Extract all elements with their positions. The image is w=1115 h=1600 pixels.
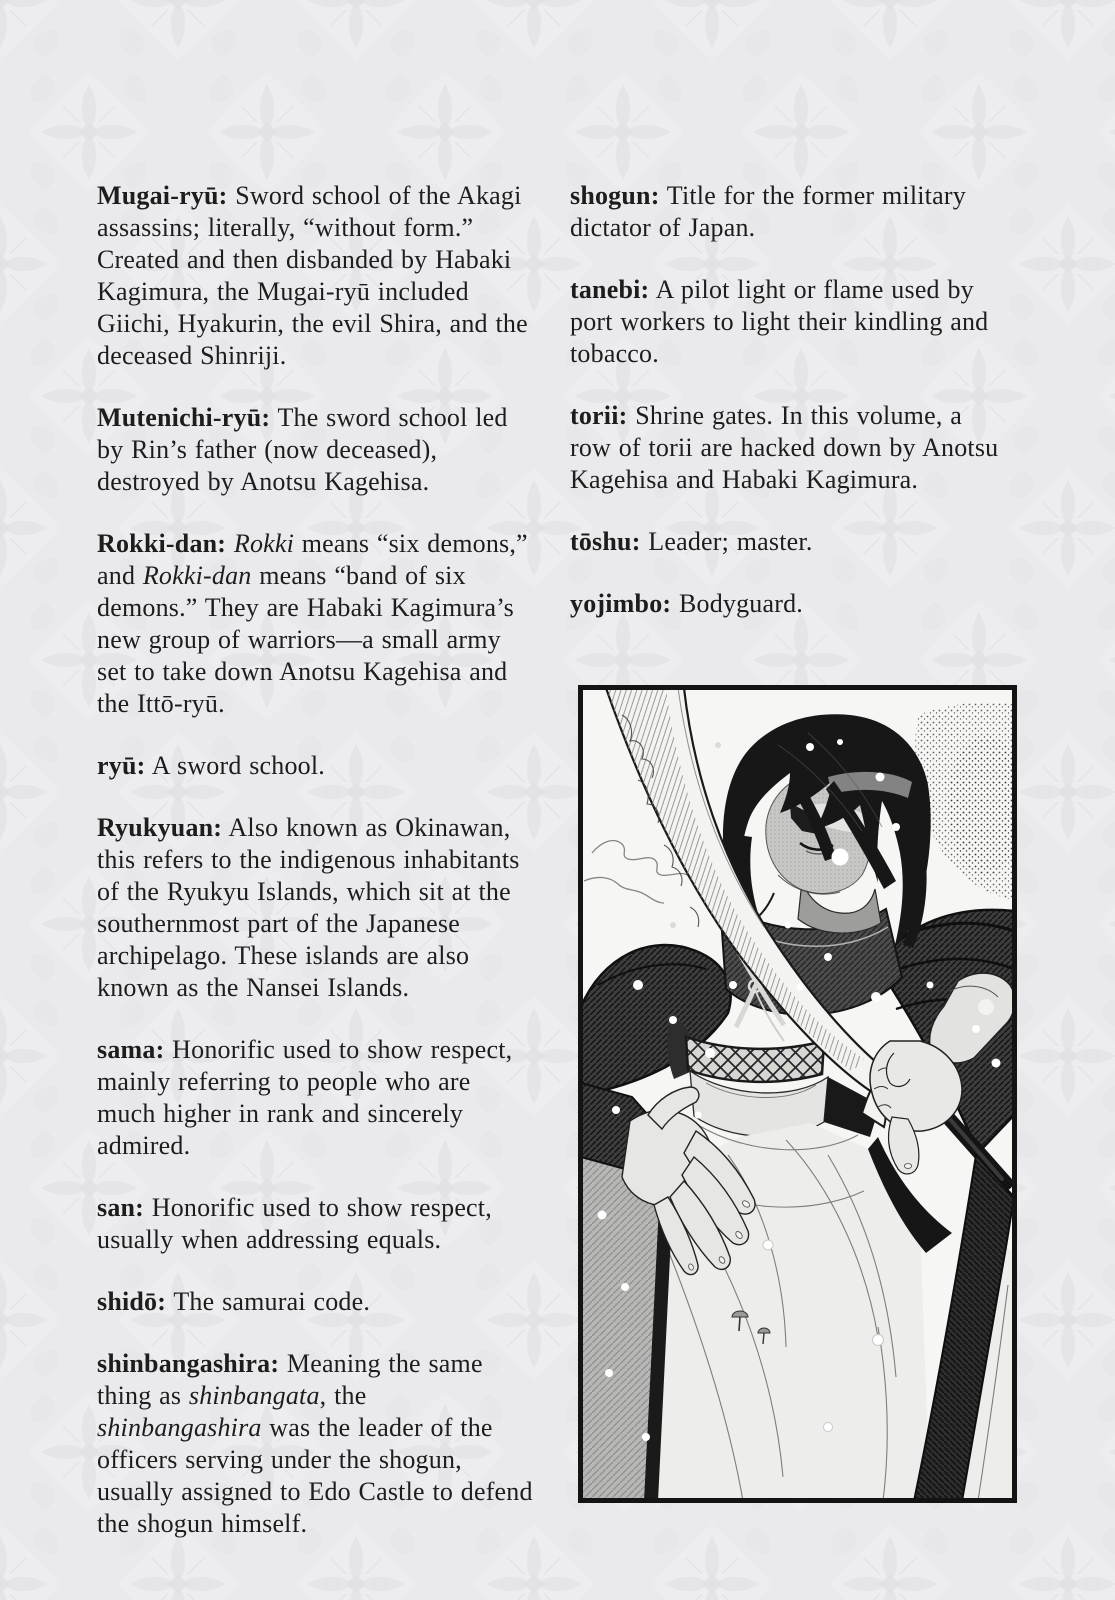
glossary-definition-segment: Also known as Okinawan, this refers to the indigenous inhabitants of the Ryukyu Islands, which sit at the southernmost part of the Japanese archipelago. These islands are also known as the Nansei Islands. — [97, 813, 520, 1002]
glossary-entry — [97, 750, 535, 782]
glossary-definition — [166, 1287, 370, 1316]
glossary-definition-segment: means “band of six demons.” They are Habaki Kagimura’s new group of warriors—a small army set to take down Anotsu Kagehisa and the Ittō-ryū. — [97, 561, 514, 718]
glossary-entry — [97, 1286, 535, 1318]
glossary-term: shidō: — [97, 1287, 167, 1316]
glossary-entry — [570, 526, 1008, 558]
glossary-term: torii: — [570, 401, 628, 430]
glossary-definition — [671, 589, 803, 618]
glossary-column-left — [97, 180, 535, 1570]
glossary-entry — [570, 588, 1008, 620]
glossary-entry — [97, 1192, 535, 1256]
glossary-definition-segment: Rokki — [233, 529, 295, 558]
glossary-entry — [97, 1034, 535, 1162]
manga-panel-drawing — [578, 685, 1017, 1503]
glossary-term: sama: — [97, 1035, 165, 1064]
glossary-definition-segment: was the leader of the officers serving under the shogun, usually assigned to Edo Castle to defend the shogun himself. — [97, 1413, 533, 1538]
manga-panel — [578, 685, 1017, 1503]
glossary-definition-segment: shinbangashira — [97, 1413, 262, 1442]
glossary-definition — [97, 1193, 492, 1254]
glossary-entry — [97, 402, 535, 498]
glossary-definition-segment: shinbangata — [188, 1381, 320, 1410]
glossary-definition-segment: The sword school led by Rin’s father (now deceased), destroyed by Anotsu Kagehisa. — [97, 403, 508, 496]
glossary-entry — [97, 1348, 535, 1540]
glossary-definition-segment: Honorific used to show respect, mainly referring to people who are much higher in rank and sincerely admired. — [97, 1035, 513, 1160]
glossary-column-right — [570, 180, 1008, 650]
glossary-definition-segment: means “six demons,” and — [97, 529, 528, 590]
glossary-term: san: — [97, 1193, 145, 1222]
glossary-term: ryū: — [97, 751, 146, 780]
glossary-term: tōshu: — [570, 527, 641, 556]
glossary-definition — [145, 751, 325, 780]
glossary-term: Mutenichi-ryū: — [97, 403, 271, 432]
glossary-definition-segment: , the — [319, 1381, 367, 1410]
glossary-definition-segment: Honorific used to show respect, usually when addressing equals. — [97, 1193, 492, 1254]
glossary-definition-segment: A pilot light or flame used by port workers to light their kindling and tobacco. — [570, 275, 989, 368]
glossary-definition-segment: A sword school. — [145, 751, 326, 780]
glossary-definition-segment: Shrine gates. In this volume, a row of torii are hacked down by Anotsu Kagehisa and Habaki Kagimura. — [570, 401, 999, 494]
glossary-definition — [570, 401, 998, 494]
glossary-definition-segment: Leader; master. — [640, 527, 813, 556]
glossary-term: shinbangashira: — [97, 1349, 280, 1378]
glossary-definition-segment: Sword school of the Akagi assassins; literally, “without form.” Created and then disbanded by Habaki Kagimura, the Mugai-ryū included Giichi, Hyakurin, the evil Shira, and the deceased Shinriji. — [97, 181, 528, 370]
glossary-term: yojimbo: — [570, 589, 672, 618]
glossary-entry — [97, 812, 535, 1004]
glossary-definition-segment: Rokki-dan — [142, 561, 252, 590]
glossary-entry — [570, 274, 1008, 370]
glossary-definition-segment: Bodyguard. — [671, 589, 804, 618]
glossary-definition-segment: Title for the former military dictator of Japan. — [570, 181, 966, 242]
glossary-entry — [97, 180, 535, 372]
glossary-entry — [570, 180, 1008, 244]
glossary-definition-segment: Meaning the same thing as — [97, 1349, 483, 1410]
glossary-entry — [570, 400, 1008, 496]
glossary-term: Ryukyuan: — [97, 813, 223, 842]
glossary-definition-segment — [226, 529, 234, 558]
glossary-definition — [641, 527, 813, 556]
glossary-term: Mugai-ryū: — [97, 181, 228, 210]
glossary-definition-segment: The samurai code. — [166, 1287, 371, 1316]
glossary-entry — [97, 528, 535, 720]
glossary-term: tanebi: — [570, 275, 650, 304]
glossary-term: shogun: — [570, 181, 660, 210]
glossary-term: Rokki-dan: — [97, 529, 227, 558]
